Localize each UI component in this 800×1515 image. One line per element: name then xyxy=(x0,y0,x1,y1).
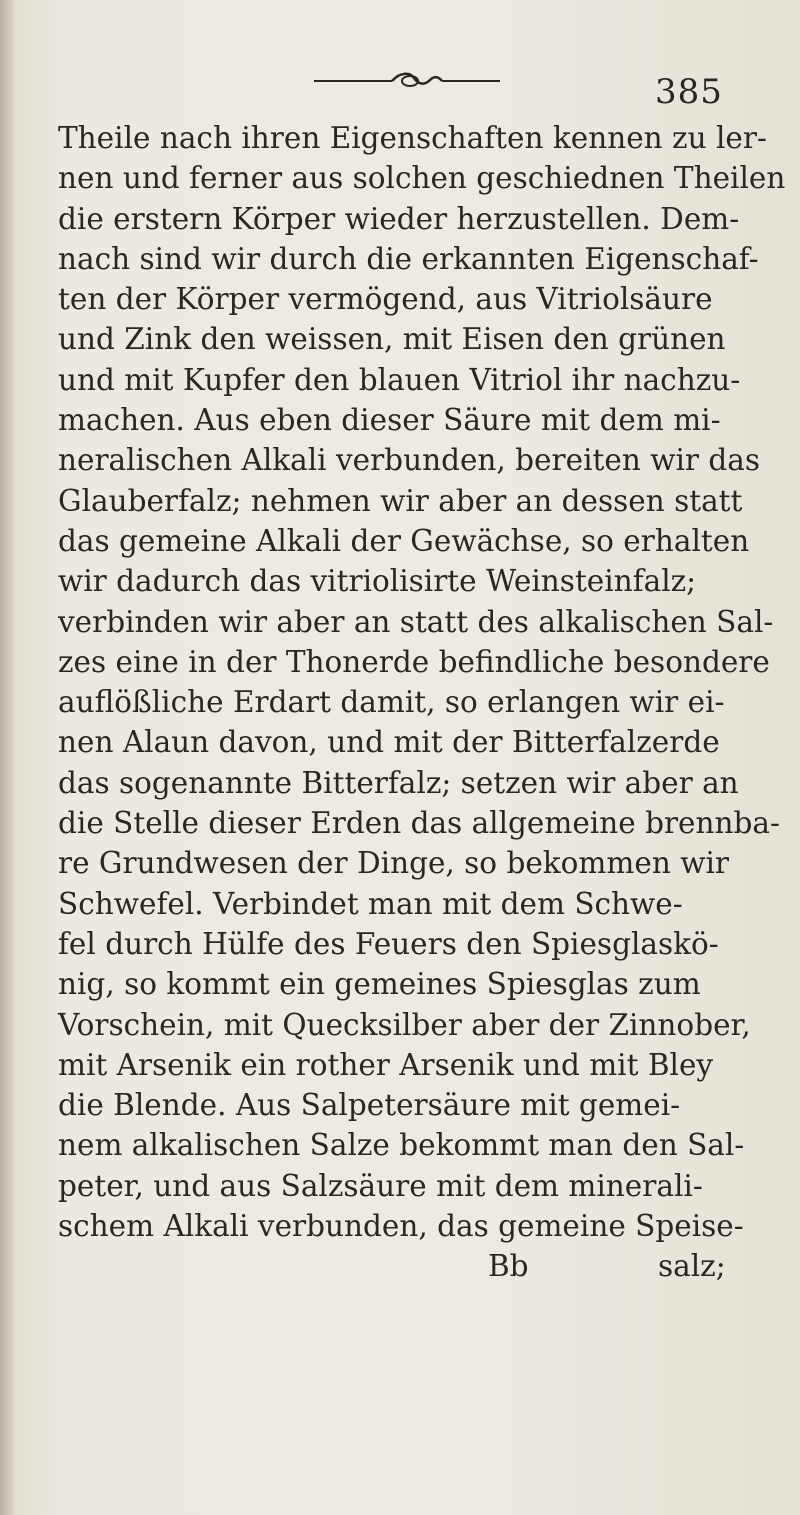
text-line: mit Arsenik ein rother Arsenik und mit Bley xyxy=(58,1047,714,1082)
text-line: verbinden wir aber an statt des alkalischen Sal- xyxy=(58,604,774,639)
body-text xyxy=(58,118,793,1287)
text-line: ten der Körper vermögend, aus Vitriolsäure xyxy=(58,282,713,317)
page-spine-shadow xyxy=(0,0,14,1515)
text-line: die Blende. Aus Salpetersäure mit gemei- xyxy=(58,1088,681,1123)
text-line: Glauberfalz; nehmen wir aber an dessen statt xyxy=(58,483,743,518)
text-line: zes eine in der Thonerde befindliche besondere xyxy=(58,644,770,679)
text-line: Schwefel. Verbindet man mit dem Schwe- xyxy=(58,886,683,921)
text-line: wir dadurch das vitriolisirte Weinsteinfalz; xyxy=(58,564,697,599)
text-line: auflößliche Erdart damit, so erlangen wir ei- xyxy=(58,685,725,720)
catchword: salz; xyxy=(658,1249,726,1284)
text-line: und Zink den weissen, mit Eisen den grünen xyxy=(58,322,726,357)
text-line: neralischen Alkali verbunden, bereiten wir das xyxy=(58,443,760,478)
text-line: nig, so kommt ein gemeines Spiesglas zum xyxy=(58,967,701,1002)
text-line: Vorschein, mit Quecksilber aber der Zinnober, xyxy=(58,1007,751,1042)
text-line: nach sind wir durch die erkannten Eigenschaf- xyxy=(58,241,759,276)
text-line: das sogenannte Bitterfalz; setzen wir aber an xyxy=(58,765,739,800)
text-line: die erstern Körper wieder herzustellen. Dem- xyxy=(58,201,740,236)
header-ornament-icon xyxy=(312,70,502,92)
page-number: 385 xyxy=(655,72,723,112)
text-line: die Stelle dieser Erden das allgemeine brennba- xyxy=(58,806,780,841)
text-line: nem alkalischen Salze bekommt man den Sal- xyxy=(58,1128,745,1163)
text-line: nen und ferner aus solchen geschiednen Theilen xyxy=(58,161,786,196)
text-line: peter, und aus Salzsäure mit dem minerali- xyxy=(58,1168,703,1203)
text-line: Theile nach ihren Eigenschaften kennen zu ler- xyxy=(58,121,767,155)
footer-line xyxy=(58,1246,793,1286)
text-line: nen Alaun davon, und mit der Bitterfalzerde xyxy=(58,725,720,760)
text-line: fel durch Hülfe des Feuers den Spiesglaskö- xyxy=(58,926,719,961)
text-line: schem Alkali verbunden, das gemeine Speise- xyxy=(58,1209,744,1244)
text-line: machen. Aus eben dieser Säure mit dem mi- xyxy=(58,403,721,438)
text-line: das gemeine Alkali der Gewächse, so erhalten xyxy=(58,523,750,558)
text-line: und mit Kupfer den blauen Vitriol ihr nachzu- xyxy=(58,362,741,397)
text-line: re Grundwesen der Dinge, so bekommen wir xyxy=(58,846,729,881)
signature-mark: Bb xyxy=(488,1249,529,1284)
